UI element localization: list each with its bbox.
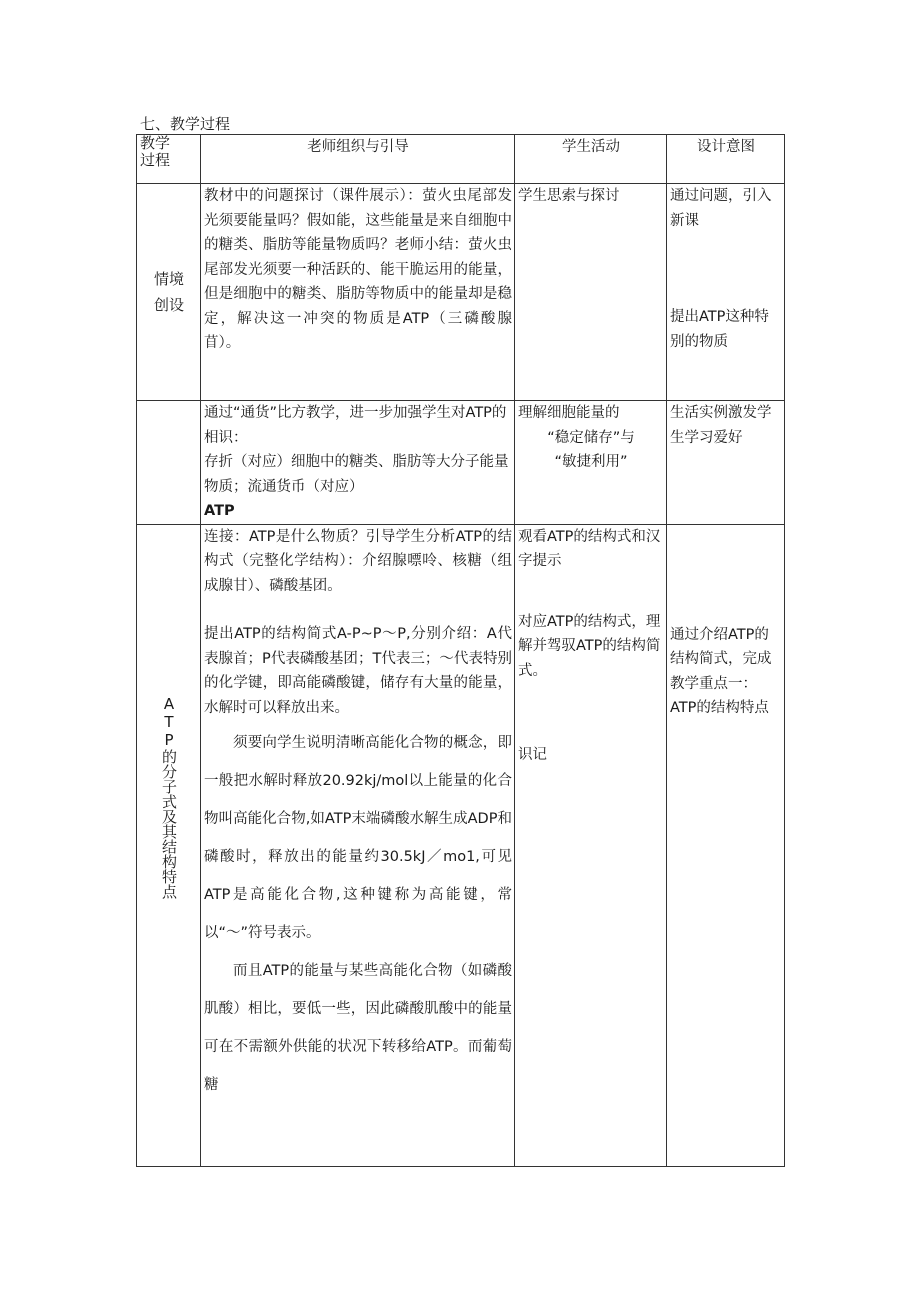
intent-cell: 生活实例激发学生学习爱好 (667, 401, 785, 525)
table-row (137, 524, 785, 1166)
teacher-cell: 通过“通货”比方教学，进一步加强学生对ATP的相识： 存折（对应）细胞中的糖类、脂肪等大分子能量物质；流通货币（对应） ATP (201, 401, 515, 525)
intent-cell: 通过问题，引入新课 提出ATP这种特别的物质 (667, 184, 785, 401)
stage-cell (137, 401, 201, 525)
intent-cell: 通过介绍ATP的结构简式，完成教学重点一：ATP的结构特点 (667, 524, 785, 1166)
table-header-row (137, 135, 785, 184)
header-teacher: 老师组织与引导 (201, 135, 515, 184)
teaching-process-table (136, 134, 785, 1167)
student-cell: 学生思索与探讨 (515, 184, 667, 401)
table-row (137, 184, 785, 401)
teacher-cell: 连接：ATP是什么物质？引导学生分析ATP的结构式（完整化学结构）：介绍腺嘌呤、核糖（组成腺甘）、磷酸基团。 提出ATP的结构简式A-P~P～P,分别介绍：A代表腺首；P代表磷酸基团；T代表三；～代表特别的化学键，即高能磷酸键，储存有大量的能量，水解时可以释放出来。 须要向学生说明清晰高能化合物的概念，即一般把水解时释放20.92kj/mol以上能量的化合物叫高能化合物,如ATP末端磷酸水解生成ADP和磷酸时，释放出的能量约30.5kJ／mo1,可见ATP是高能化合物,这种键称为高能键，常以“～”符号表示。 而且ATP的能量与某些高能化合物（如磷酸肌酸）相比，要低一些，因此磷酸肌酸中的能量可在不需额外供能的状况下转移给ATP。而葡萄糖 (201, 524, 515, 1166)
header-intent: 设计意图 (667, 135, 785, 184)
header-stage: 教学 过程 (137, 135, 201, 184)
teacher-cell: 教材中的问题探讨（课件展示）：萤火虫尾部发光须要能量吗？假如能，这些能量是来自细胞中的糖类、脂肪等能量物质吗？老师小结：萤火虫尾部发光须要一种活跃的、能干脆运用的能量，但是细胞中的糖类、脂肪等物质中的能量却是稳定，解决这一冲突的物质是ATP（三磷酸腺苜）。 (201, 184, 515, 401)
student-cell: 观看ATP的结构式和汉字提示 对应ATP的结构式，理解并驾驭ATP的结构简式。 识记 (515, 524, 667, 1166)
section-title: 七、教学过程 (140, 115, 231, 133)
table-row (137, 401, 785, 525)
header-student: 学生活动 (515, 135, 667, 184)
stage-cell: 情境 创设 (137, 184, 201, 401)
student-cell: 理解细胞能量的 “稳定储存”与 “敏捷利用” (515, 401, 667, 525)
stage-label: ATP的分子式及其结构特点 (160, 694, 178, 899)
stage-cell (137, 524, 201, 1166)
